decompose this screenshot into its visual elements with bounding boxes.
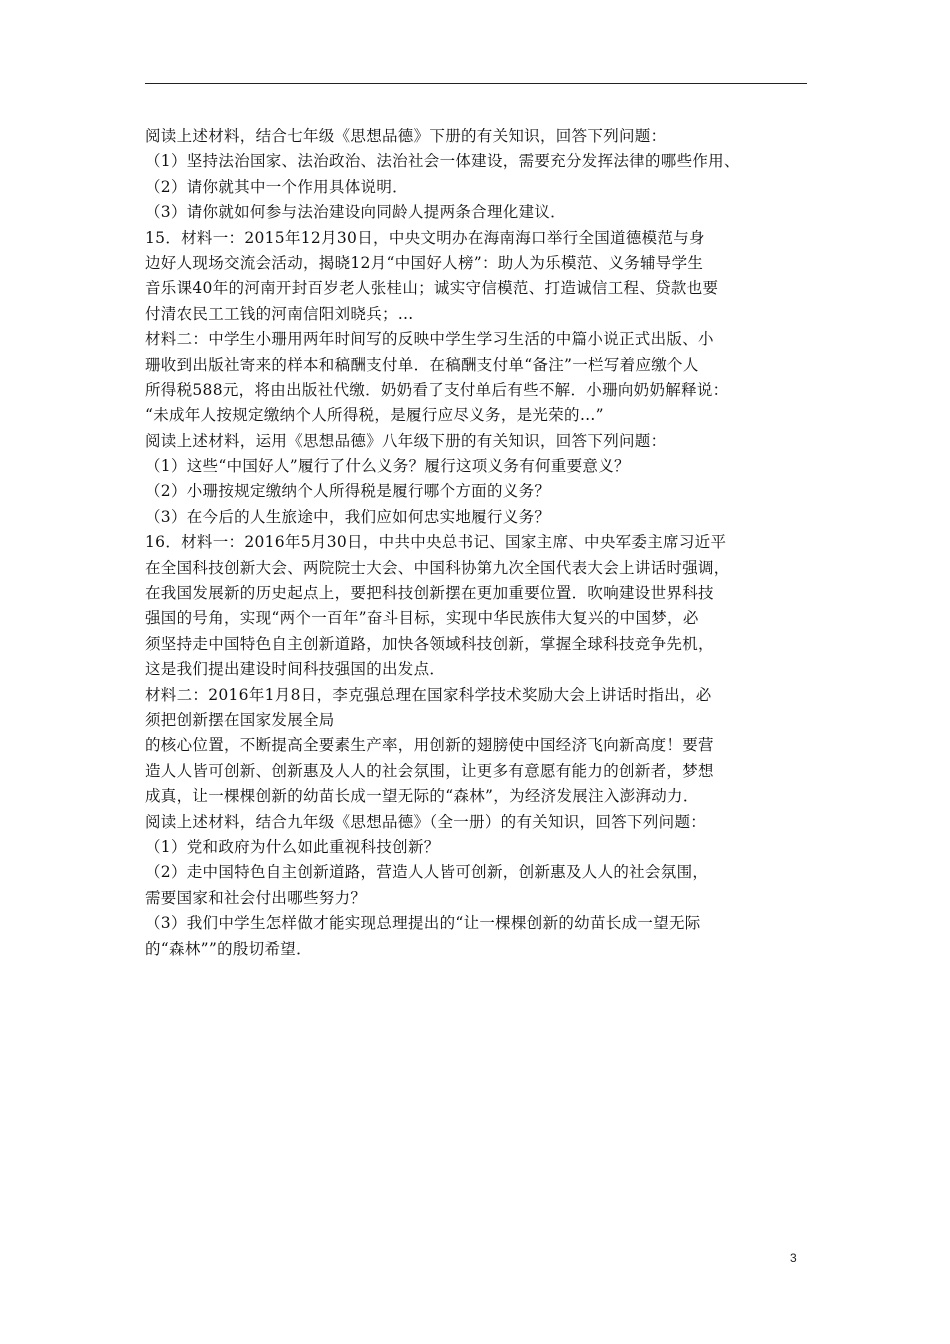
text-line: 的核心位置，不断提高全要素生产率，用创新的翅膀使中国经济飞向新高度！要营 xyxy=(145,736,714,755)
text-line: 音乐课40年的河南开封百岁老人张桂山；诚实守信模范、打造诚信工程、贷款也要 xyxy=(145,279,719,298)
text-line: 珊收到出版社寄来的样本和稿酬支付单．在稿酬支付单“备注”一栏写着应缴个人 xyxy=(145,355,699,374)
text-line: （2）请你就其中一个作用具体说明． xyxy=(145,177,408,196)
text-line: 所得税588元，将由出版社代缴．奶奶看了支付单后有些不解．小珊向奶奶解释说： xyxy=(145,380,729,399)
text-line: 阅读上述材料，结合七年级《思想品德》下册的有关知识，回答下列问题： xyxy=(145,127,667,145)
text-line: 材料二：中学生小珊用两年时间写的反映中学生学习生活的中篇小说正式出版、小 xyxy=(145,330,714,349)
question-15-line: 15．材料一：2015年12月30日，中央文明办在海南海口举行全国道德模范与身 xyxy=(145,228,705,247)
text-line: 阅读上述材料，运用《思想品德》八年级下册的有关知识，回答下列问题： xyxy=(145,431,667,450)
text-line: 须坚持走中国特色自主创新道路，加快各领域科技创新，掌握全球科技竞争先机， xyxy=(145,634,714,653)
text-line: （3）在今后的人生旅途中，我们应如何忠实地履行义务？ xyxy=(145,507,551,526)
text-line: （1）这些“中国好人”履行了什么义务？履行这项义务有何重要意义？ xyxy=(145,457,630,476)
text-line: 付清农民工工钱的河南信阳刘晓兵；… xyxy=(145,304,414,323)
text-line: 造人人皆可创新、创新惠及人人的社会氛围，让更多有意愿有能力的创新者，梦想 xyxy=(145,761,714,780)
text-line: 成真，让一棵棵创新的幼苗长成一望无际的“森林”，为经济发展注入澎湃动力． xyxy=(145,787,699,806)
text-line: （2）小珊按规定缴纳个人所得税是履行哪个方面的义务？ xyxy=(145,482,551,501)
text-line: （3）我们中学生怎样做才能实现总理提出的“让一棵棵创新的幼苗长成一望无际 xyxy=(145,914,701,933)
text-line: 在我国发展新的历史起点上，要把科技创新摆在更加重要位置．吹响建设世界科技 xyxy=(145,584,714,603)
text-line: 须把创新摆在国家发展全局 xyxy=(145,710,335,729)
text-line: “未成年人按规定缴纳个人所得税，是履行应尽义务，是光荣的…” xyxy=(145,406,604,425)
document-body xyxy=(145,124,815,962)
text-line: 阅读上述材料，结合九年级《思想品德》（全一册）的有关知识，回答下列问题： xyxy=(145,812,707,831)
header-rule xyxy=(145,83,807,84)
text-line: （1）坚持法治国家、法治政治、法治社会一体建设，需要充分发挥法律的哪些作用、 xyxy=(145,152,740,171)
text-line: 强国的号角，实现“两个一百年”奋斗目标，实现中华民族伟大复兴的中国梦，必 xyxy=(145,609,699,628)
text-line: 的“森林””的殷切希望． xyxy=(145,939,312,958)
question-16-line: 16．材料一：2016年5月30日，中共中央总书记、国家主席、中央军委主席习近平 xyxy=(145,533,727,552)
text-line: 材料二：2016年1月8日，李克强总理在国家科学技术奖励大会上讲话时指出，必 xyxy=(145,685,712,704)
text-line: 需要国家和社会付出哪些努力？ xyxy=(145,888,367,907)
text-line: 边好人现场交流会活动，揭晓12月“中国好人榜”：助人为乐模范、义务辅导学生 xyxy=(145,253,704,272)
text-line: 这是我们提出建设时间科技强国的出发点． xyxy=(145,660,446,679)
text-line: （3）请你就如何参与法治建设向同龄人提两条合理化建议． xyxy=(145,203,566,222)
text-line: （2）走中国特色自主创新道路，营造人人皆可创新，创新惠及人人的社会氛围， xyxy=(145,863,709,882)
text-line: 在全国科技创新大会、两院院士大会、中国科协第九次全国代表大会上讲话时强调， xyxy=(145,558,730,577)
page-number: 3 xyxy=(790,1251,797,1265)
text-line: （1）党和政府为什么如此重视科技创新？ xyxy=(145,837,440,856)
